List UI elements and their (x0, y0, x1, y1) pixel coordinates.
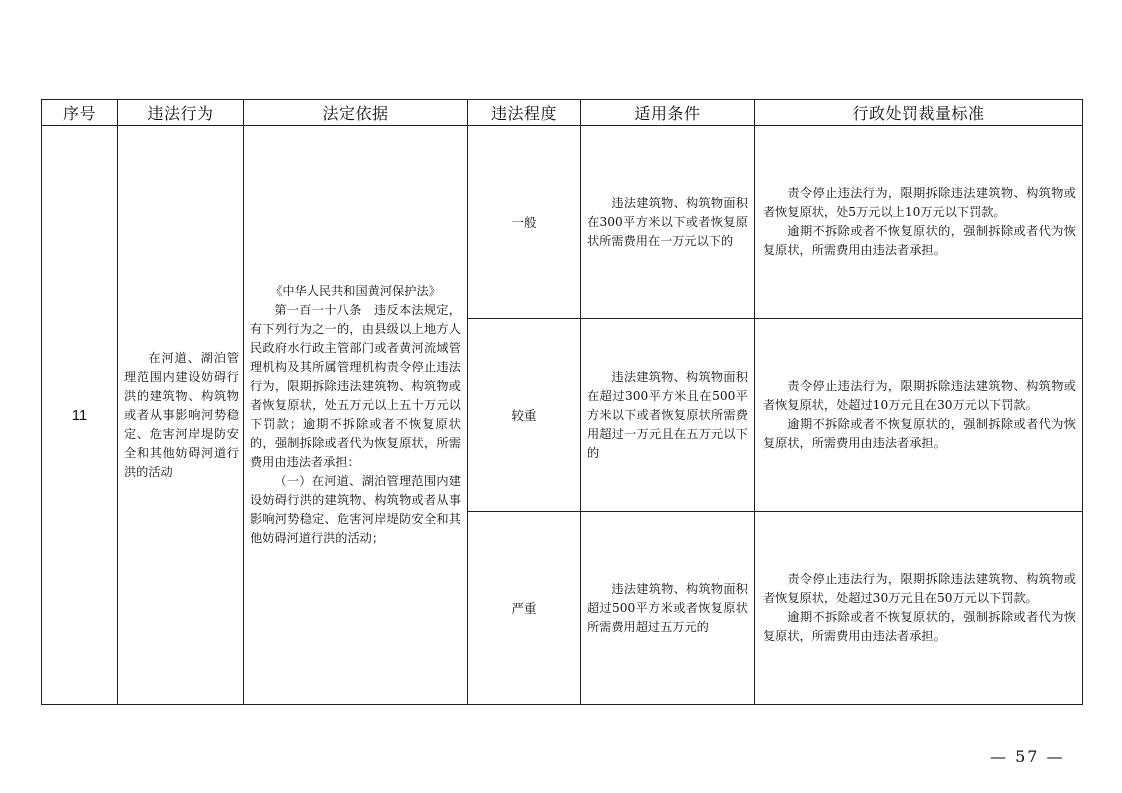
condition-text: 违法建筑物、构筑物面积在超过300平方米且在500平方米以下或者恢复原状所需费用超过一万元且在五万元以下的 (587, 369, 748, 460)
condition-severe (581, 512, 755, 705)
condition-text: 违法建筑物、构筑物面积在300平方米以下或者恢复原状所需费用在一万元以下的 (587, 195, 748, 248)
standard-text: 责令停止违法行为，限期拆除违法建筑物、构筑物或者恢复原状，处超过30万元且在50万元以下罚款。 (763, 572, 1076, 605)
header-legal-basis: 法定依据 (244, 100, 468, 126)
standard-text: 责令停止违法行为，限期拆除违法建筑物、构筑物或者恢复原状，处超过10万元且在30万元以下罚款。 (763, 379, 1076, 412)
penalty-standard-table (41, 99, 1083, 705)
header-condition: 适用条件 (581, 100, 755, 126)
violation-text: 在河道、湖泊管理范围内建设妨碍行洪的建筑物、构筑物或者从事影响河势稳定、危害河岸堤防安全和其他妨碍河道行洪的活动 (124, 350, 239, 479)
degree-severe: 严重 (468, 512, 581, 705)
degree-serious: 较重 (468, 319, 581, 512)
table-row (42, 126, 1083, 319)
standard-text: 逾期不拆除或者不恢复原状的，强制拆除或者代为恢复原状，所需费用由违法者承担。 (763, 224, 1076, 257)
standard-severe (755, 512, 1083, 705)
standard-text: 逾期不拆除或者不恢复原状的，强制拆除或者代为恢复原状，所需费用由违法者承担。 (763, 417, 1076, 450)
standard-text: 逾期不拆除或者不恢复原状的，强制拆除或者代为恢复原状，所需费用由违法者承担。 (763, 610, 1076, 643)
condition-serious (581, 319, 755, 512)
law-article: 第一百一十八条 违反本法规定，有下列行为之一的，由县级以上地方人民政府水行政主管部门或者黄河流域管理机构及其所属管理机构责令停止违法行为，限期拆除违法建筑物、构筑物或者恢复原状，处五万元以上五十万元以下罚款；逾期不拆除或者不恢复原状的，强制拆除或者代为恢复原状，所需费用由违法者承担： (250, 303, 461, 469)
standard-general (755, 126, 1083, 319)
degree-general: 一般 (468, 126, 581, 319)
row-index: 11 (42, 126, 118, 705)
header-penalty-standard: 行政处罚裁量标准 (755, 100, 1083, 126)
table-header-row (42, 100, 1083, 126)
law-item: （一）在河道、湖泊管理范围内建设妨碍行洪的建筑物、构筑物或者从事影响河势稳定、危害河岸堤防安全和其他妨碍河道行洪的活动； (250, 474, 461, 545)
legal-basis-cell (244, 126, 468, 705)
condition-general (581, 126, 755, 319)
condition-text: 违法建筑物、构筑物面积超过500平方米或者恢复原状所需费用超过五万元的 (587, 581, 748, 634)
header-violation: 违法行为 (118, 100, 244, 126)
standard-text: 责令停止违法行为，限期拆除违法建筑物、构筑物或者恢复原状，处5万元以上10万元以下罚款。 (763, 186, 1076, 219)
header-degree: 违法程度 (468, 100, 581, 126)
law-title: 《中华人民共和国黄河保护法》 (270, 284, 441, 298)
header-index: 序号 (42, 100, 118, 126)
page-number: — 57 — (990, 747, 1065, 766)
violation-cell (118, 126, 244, 705)
standard-serious (755, 319, 1083, 512)
